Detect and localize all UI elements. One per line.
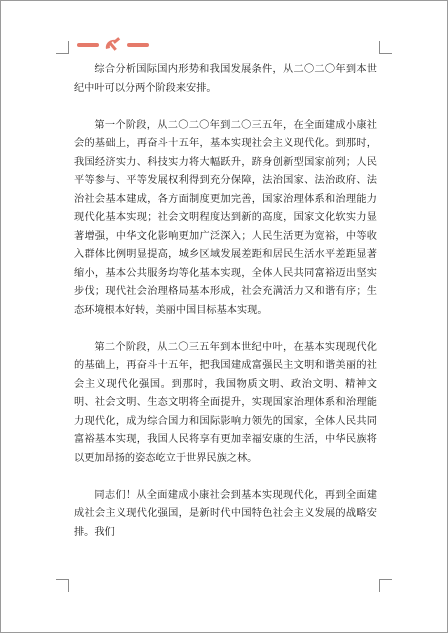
crop-mark-bottom-left bbox=[56, 579, 69, 592]
paragraph-stage-two: 第二个阶段，从二〇三五年到本世纪中叶，在基本实现现代化的基础上，再奋斗十五年，把我国建成富强民主文明和谐美丽的社会主义现代化强国。到那时，我国物质文明、政治文明、精神文明、社会文明、生态文明将全面提升，实现国家治理体系和治理能力现代化，成为综合国力和国际影响力领先的国家，全体人民共同富裕基本实现，我国人民将享有更加幸福安康的生活，中华民族将以更加昂扬的姿态屹立于世界民族之林。 bbox=[74, 341, 377, 464]
paragraph-closing: 同志们！从全面建成小康社会到基本实现现代化，再到全面建成社会主义现代化强国，是新时代中国特色社会主义发展的战略安排。我们 bbox=[74, 489, 377, 538]
crop-mark-top-right bbox=[379, 41, 392, 54]
party-emblem-header bbox=[75, 37, 153, 53]
paragraph-stage-one: 第一个阶段，从二〇二〇年到二〇三五年，在全面建成小康社会的基础上，再奋斗十五年，基本实现社会主义现代化。到那时，我国经济实力、科技实力将大幅跃升，跻身创新型国家前列；人民平等参与、平等发展权利得到充分保障，法治国家、法治政府、法治社会基本建成，各方面制度更加完善，国家治理体系和治理能力现代化基本实现；社会文明程度达到新的高度，国家文化软实力显著增强，中华文化影响更加广泛深入；人民生活更为宽裕，中等收入群体比例明显提高，城乡区域发展差距和居民生活水平差距显著缩小，基本公共服务均等化基本实现，全体人民共同富裕迈出坚实步伐；现代社会治理格局基本形成，社会充满活力又和谐有序；生态环境根本好转，美丽中国目标基本实现。 bbox=[74, 119, 377, 316]
emblem-right-bar bbox=[127, 43, 149, 47]
hammer-sickle-icon bbox=[101, 37, 125, 53]
crop-mark-top-left bbox=[56, 41, 69, 54]
emblem-left-bar bbox=[77, 43, 99, 47]
document-body bbox=[74, 61, 377, 542]
paragraph-intro: 综合分析国际国内形势和我国发展条件，从二〇二〇年到本世纪中叶可以分两个阶段来安排。 bbox=[74, 64, 377, 94]
crop-mark-bottom-right bbox=[379, 579, 392, 592]
